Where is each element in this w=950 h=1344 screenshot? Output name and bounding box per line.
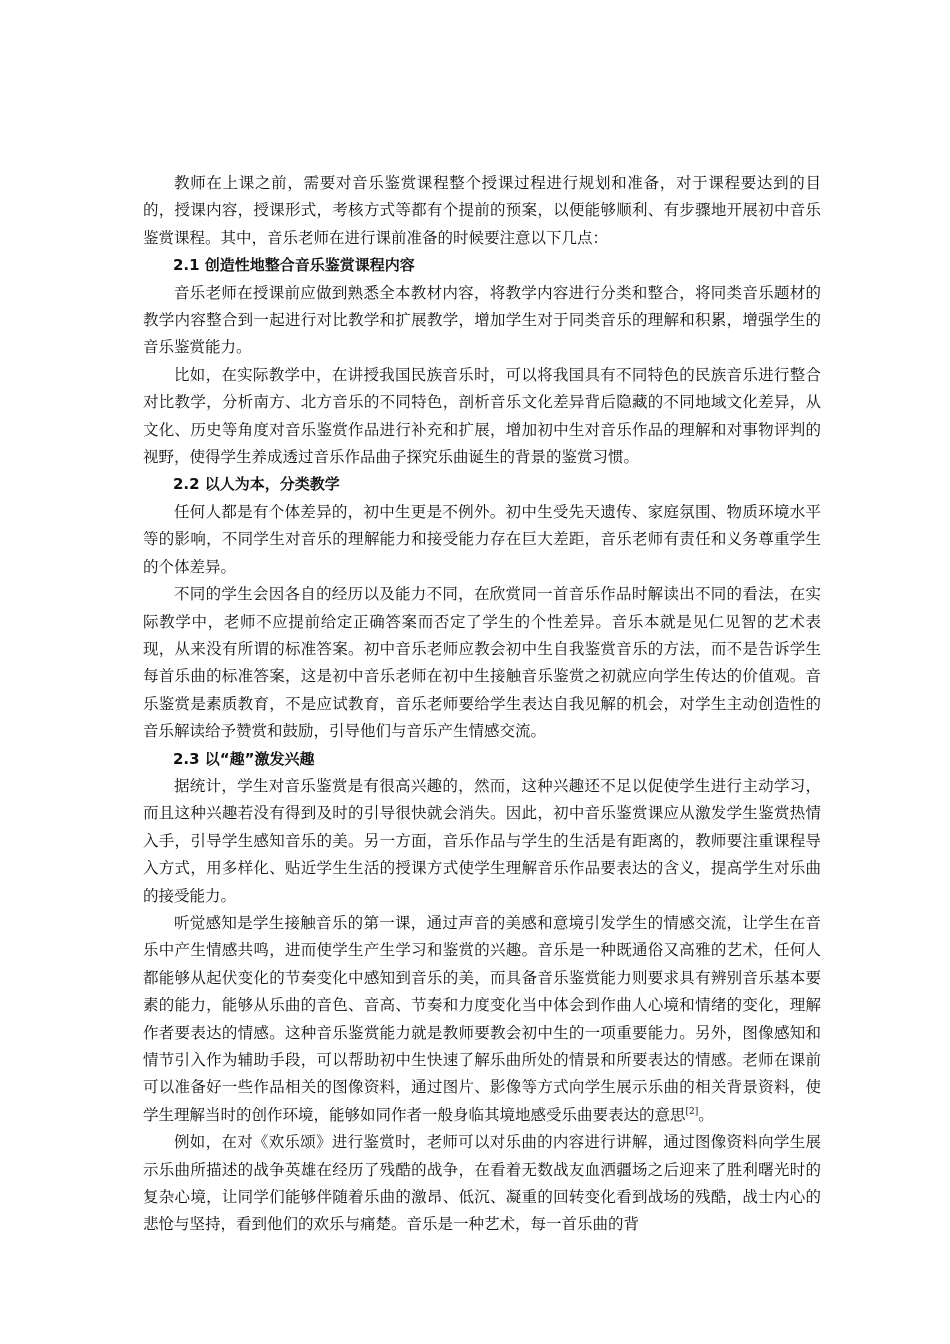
intro-paragraph: 教师在上课之前，需要对音乐鉴赏课程整个授课过程进行规划和准备，对于课程要达到的目的，授课内容，授课形式，考核方式等都有个提前的预案，以便能够顺利、有步骤地开展初中音乐鉴赏课程。其中，音乐老师在进行课前准备的时候要注意以下几点： <box>143 174 821 247</box>
section-heading-2-1: 2.1 创造性地整合音乐鉴赏课程内容 <box>173 256 415 275</box>
section-2-3-paragraph-2 <box>143 910 821 1129</box>
section-2-3-paragraph-2-text: 听觉感知是学生接触音乐的第一课，通过声音的美感和意境引发学生的情感交流，让学生在音乐中产生情感共鸣，进而使学生产生学习和鉴赏的兴趣。音乐是一种既通俗又高雅的艺术，任何人都能够从起伏变化的节奏变化中感知到音乐的美，而具备音乐鉴赏能力则要求具有辨别音乐基本要素的能力，能够从乐曲的音色、音高、节奏和力度变化当中体会到作曲人心境和情绪的变化，理解作者要表达的情感。这种音乐鉴赏能力就是教师要教会初中生的一项重要能力。另外，图像感知和情节引入作为辅助手段，可以帮助初中生快速了解乐曲所处的情景和所要表达的情感。老师在课前可以准备好一些作品相关的图像资料，通过图片、影像等方式向学生展示乐曲的相关背景资料，使学生理解当时的创作环境，能够如同作者一般身临其境地感受乐曲要表达的意思 <box>143 913 821 1124</box>
citation-reference: [2] <box>685 1106 699 1117</box>
document-page <box>143 170 821 1239</box>
section-2-3-paragraph-1: 据统计，学生对音乐鉴赏是有很高兴趣的，然而，这种兴趣还不足以促使学生进行主动学习，而且这种兴趣若没有得到及时的引导很快就会消失。因此，初中音乐鉴赏课应从激发学生鉴赏热情入手，引导学生感知音乐的美。另一方面，音乐作品与学生的生活是有距离的，教师要注重课程导入方式，用多样化、贴近学生生活的授课方式使学生理解音乐作品要表达的含义，提高学生对乐曲的接受能力。 <box>143 776 821 905</box>
section-heading-2-2: 2.2 以人为本，分类教学 <box>173 475 340 494</box>
section-2-1-paragraph-2: 比如，在实际教学中，在讲授我国民族音乐时，可以将我国具有不同特色的民族音乐进行整合对比教学，分析南方、北方音乐的不同特色，剖析音乐文化差异背后隐藏的不同地域文化差异，从文化、历史等角度对音乐鉴赏作品进行补充和扩展，增加初中生对音乐作品的理解和对事物评判的视野，使得学生养成透过音乐作品曲子探究乐曲诞生的背景的鉴赏习惯。 <box>143 365 821 467</box>
section-2-3-paragraph-3: 例如，在对《欢乐颂》进行鉴赏时，老师可以对乐曲的内容进行讲解，通过图像资料向学生展示乐曲所描述的战争英雄在经历了残酷的战争，在看着无数战友血洒疆场之后迎来了胜利曙光时的复杂心境，让同学们能够伴随着乐曲的激昂、低沉、凝重的回转变化看到战场的残酷，战士内心的悲怆与坚持，看到他们的欢乐与痛楚。音乐是一种艺术，每一首乐曲的背 <box>143 1133 821 1234</box>
section-2-3-paragraph-2-end: 。 <box>698 1105 714 1124</box>
section-2-2-paragraph-2: 不同的学生会因各自的经历以及能力不同，在欣赏同一首音乐作品时解读出不同的看法，在实际教学中，老师不应提前给定正确答案而否定了学生的个性差异。音乐本就是见仁见智的艺术表现，从来没有所谓的标准答案。初中音乐老师应教会初中生自我鉴赏音乐的方法，而不是告诉学生每首乐曲的标准答案，这是初中音乐老师在初中生接触音乐鉴赏之初就应向学生传达的价值观。音乐鉴赏是素质教育，不是应试教育，音乐老师要给学生表达自我见解的机会，对学生主动创造性的音乐解读给予赞赏和鼓励，引导他们与音乐产生情感交流。 <box>143 585 821 741</box>
section-2-2-paragraph-1: 任何人都是有个体差异的，初中生更是不例外。初中生受先天遗传、家庭氛围、物质环境水平等的影响，不同学生对音乐的理解能力和接受能力存在巨大差距，音乐老师有责任和义务尊重学生的个体差异。 <box>143 502 821 576</box>
section-heading-2-3: 2.3 以“趣”激发兴趣 <box>173 749 315 768</box>
section-2-1-paragraph-1: 音乐老师在授课前应做到熟悉全本教材内容，将教学内容进行分类和整合，将同类音乐题材的教学内容整合到一起进行对比教学和扩展教学，增加学生对于同类音乐的理解和积累，增强学生的音乐鉴赏能力。 <box>143 283 821 357</box>
